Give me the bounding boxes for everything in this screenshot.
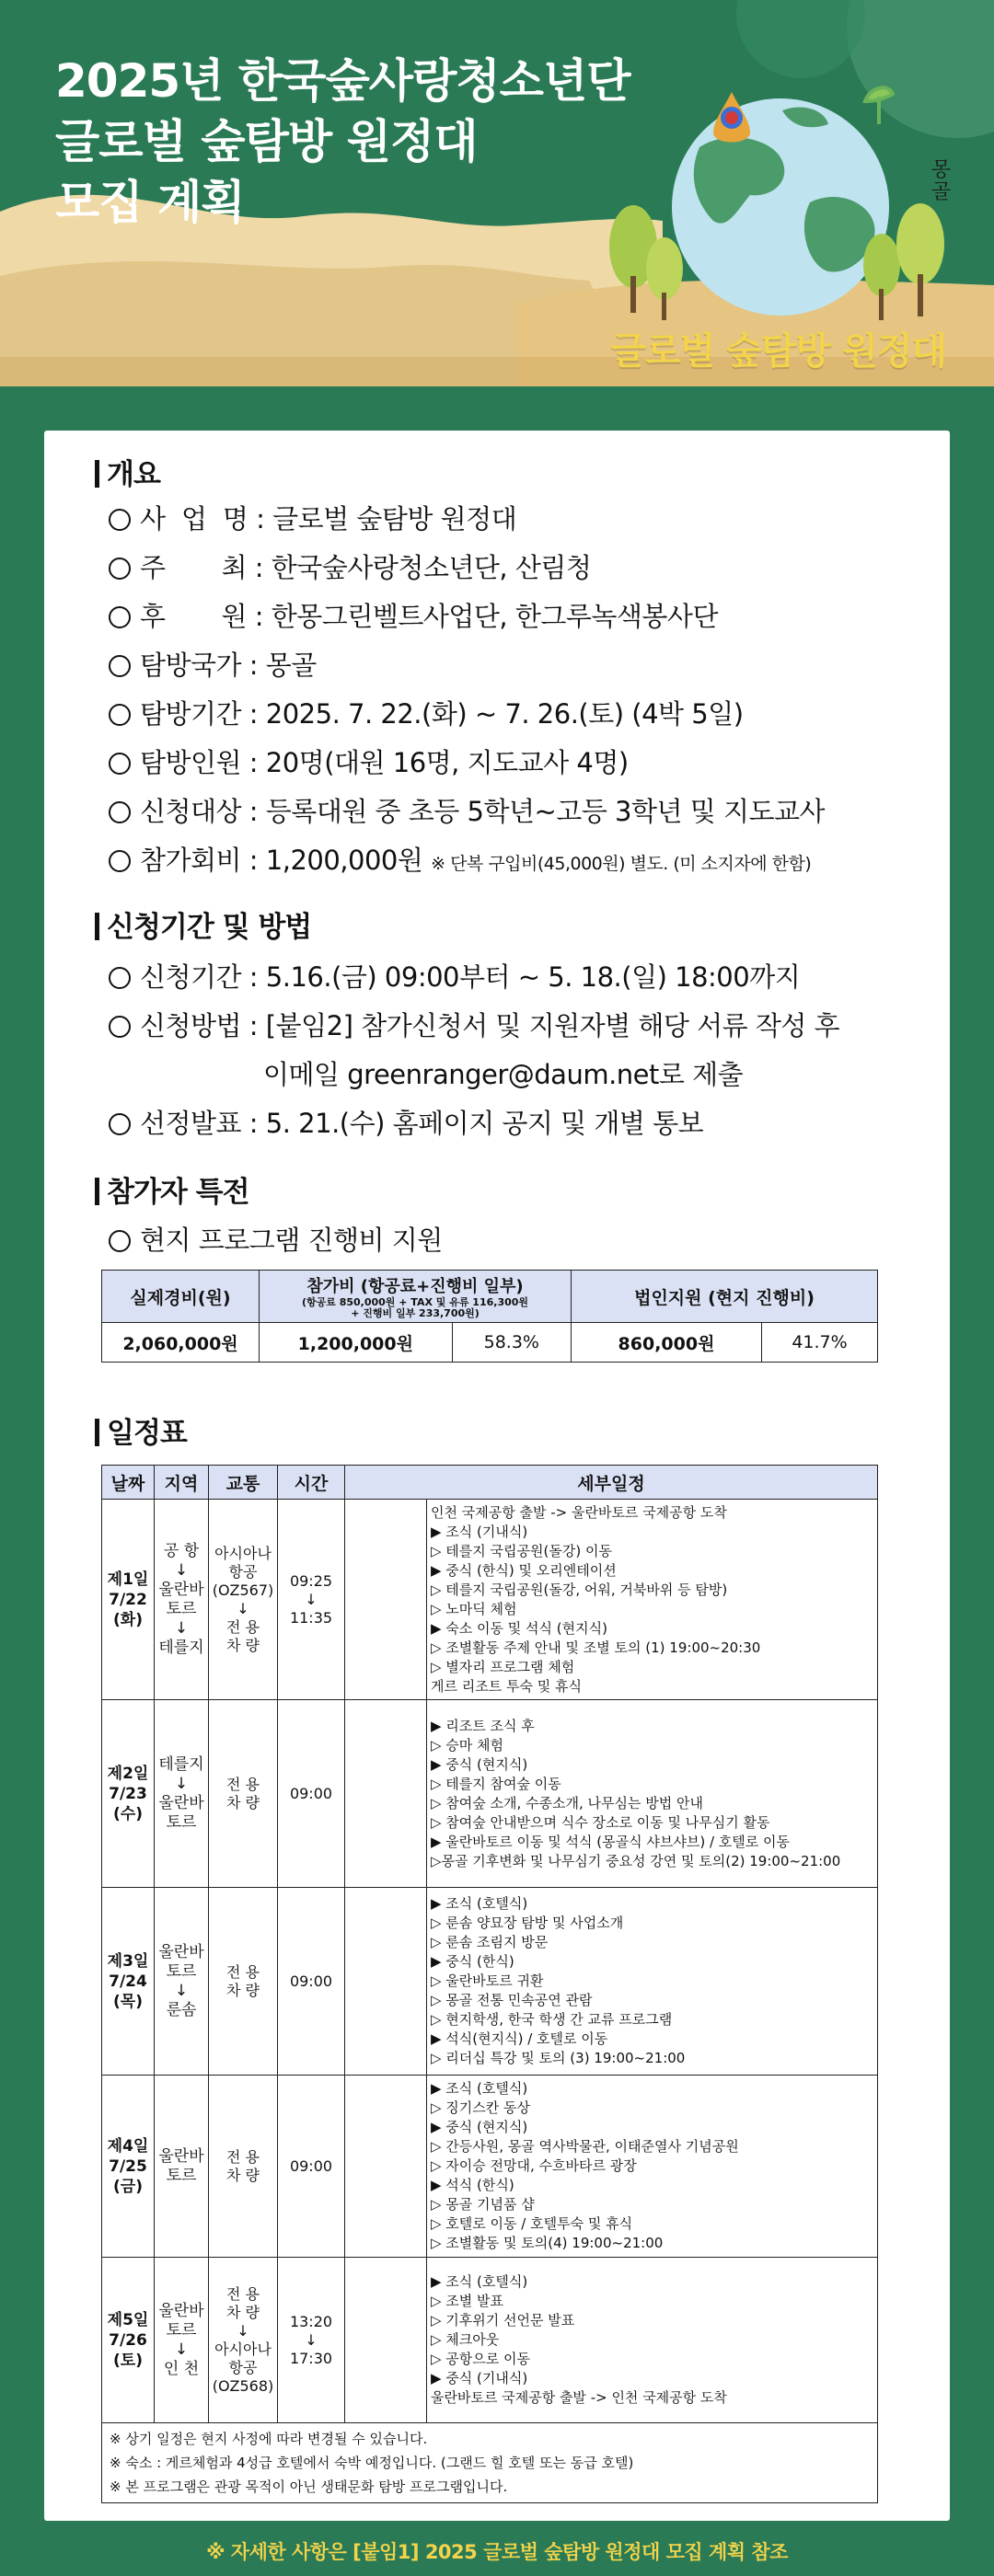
schedule-details-line: ▷ 테를지 국립공원(돌강, 어워, 거북바위 등 탐방)	[431, 1581, 728, 1598]
schedule-transport	[209, 2076, 278, 2258]
overview-heading-text: 개요	[107, 458, 160, 491]
schedule-details-line: ▷ 몽골 기념품 샵	[431, 2196, 535, 2213]
overview-heading	[95, 451, 160, 492]
schedule-table	[101, 1465, 878, 2503]
schedule-note-line: ※ 본 프로그램은 관광 목적이 아닌 생태문화 탐방 프로그램입니다.	[110, 2478, 508, 2495]
schedule-day-row	[102, 2076, 878, 2258]
schedule-day	[102, 1500, 155, 1700]
schedule-details-line: ▷ 조별 발표	[431, 2293, 504, 2309]
schedule-heading-text: 일정표	[107, 1417, 187, 1450]
apply-row-period: 신청기간 : 5.16.(금) 09:00부터 ~ 5. 18.(일) 18:00까지	[109, 957, 800, 995]
cost-table	[101, 1270, 878, 1363]
schedule-day-line: (화)	[113, 1610, 143, 1629]
hero-banner	[0, 0, 994, 386]
schedule-transport	[209, 1500, 278, 1700]
row-label: 신청기간	[140, 961, 242, 993]
schedule-day	[102, 2258, 155, 2423]
schedule-time-line: 17:30	[289, 2349, 333, 2367]
bullet-circle-icon	[109, 704, 131, 726]
schedule-details-line: ▶ 조식 (기내식)	[431, 1523, 528, 1540]
hero-title-line-1: 2025년 한국숲사랑청소년단	[55, 54, 630, 108]
schedule-time-line: 09:25	[289, 1571, 333, 1590]
row-value: 1,200,000원	[265, 845, 423, 876]
schedule-time	[278, 1700, 345, 1888]
schedule-day-line: 제2일	[107, 1764, 149, 1783]
overview-row-members: 탐방인원 : 20명(대원 16명, 지도교사 4명)	[109, 742, 629, 780]
schedule-day-line: 제1일	[107, 1570, 149, 1589]
row-label: 탐방국가	[140, 650, 242, 681]
schedule-col-region: 지역	[155, 1466, 209, 1500]
schedule-region-line: ↓	[174, 1560, 189, 1580]
schedule-transport-line: 항공	[228, 1562, 258, 1581]
cost-table-row	[102, 1323, 878, 1363]
schedule-time-line: 09:00	[289, 1784, 333, 1802]
overview-row-target: 신청대상 : 등록대원 중 초등 5학년~고등 3학년 및 지도교사	[109, 791, 825, 829]
schedule-note-line: ※ 상기 일정은 현지 사정에 따라 변경될 수 있습니다.	[110, 2431, 428, 2447]
hero-title	[55, 51, 630, 233]
schedule-details-line: ▶ 중식 (한식)	[431, 1953, 514, 1970]
row-value: [붙임2] 참가신청서 및 지원자별 해당 서류 작성 후	[265, 1010, 840, 1041]
schedule-day-line: (수)	[113, 1804, 143, 1823]
schedule-details-line: ▷ 참여숲 소개, 수종소개, 나무심는 방법 안내	[431, 1794, 704, 1811]
schedule-region-line: ↓	[174, 1618, 189, 1638]
cost-support-percent: 41.7%	[762, 1323, 878, 1363]
schedule-details-line: ▷ 별자리 프로그램 체험	[431, 1658, 575, 1675]
schedule-transport-line: 아시아나	[214, 2340, 272, 2358]
hero-title-line-2: 글로벌 숲탐방 원정대	[55, 115, 478, 168]
schedule-details-line: ▶ 석식 (한식)	[431, 2177, 514, 2193]
schedule-details	[427, 1888, 878, 2076]
schedule-transport-line: 전 용	[226, 2147, 260, 2166]
schedule-details-line: ▶ 중식 (현지식)	[431, 2119, 528, 2135]
benefit-heading-text: 참가자 특전	[107, 1176, 249, 1209]
schedule-col-time: 시간	[278, 1466, 345, 1500]
schedule-details-line: ▶ 석식(현지식) / 호텔로 이동	[431, 2030, 608, 2047]
row-label: 탐방인원	[140, 747, 242, 778]
schedule-day-line: 제5일	[107, 2310, 149, 2329]
row-label: 후 원	[140, 601, 248, 632]
cost-actual-value: 2,060,000원	[102, 1323, 260, 1363]
schedule-transport-line: 전 용	[226, 2284, 260, 2303]
schedule-region	[155, 1500, 209, 1700]
overview-row-fee: 참가회비 : 1,200,000원 ※ 단복 구입비(45,000원) 별도. (미 소지자에 한함)	[109, 840, 811, 878]
row-value: 글로벌 숲탐방 원정대	[272, 503, 517, 535]
schedule-col-details: 세부일정	[345, 1466, 878, 1500]
schedule-details-line: ▶ 중식 (기내식)	[431, 2370, 528, 2386]
cost-header-fee-sub2: + 진행비 일부 233,700원)	[351, 1307, 480, 1319]
content-card	[44, 431, 950, 2521]
schedule-body	[102, 1500, 878, 2423]
schedule-day-line: (목)	[113, 1992, 143, 2011]
schedule-details	[427, 2258, 878, 2423]
schedule-details-line: ▷몽골 기후변화 및 나무심기 중요성 강연 및 토의(2) 19:00~21:00	[431, 1852, 841, 1869]
schedule-region-line: ↓	[174, 1774, 189, 1793]
hero-subtitle: 글로벌 숲탐방 원정대	[610, 330, 946, 373]
schedule-col-date: 날짜	[102, 1466, 155, 1500]
cost-fee-value: 1,200,000원	[260, 1323, 453, 1363]
schedule-transport-line: 전 용	[226, 1962, 260, 1981]
schedule-region-line: 울란바	[158, 1793, 204, 1812]
cost-header-fee-title: 참가비 (항공료+진행비 일부)	[306, 1277, 524, 1296]
apply-row-method: 신청방법 : [붙임2] 참가신청서 및 지원자별 해당 서류 작성 후	[109, 1006, 839, 1043]
schedule-time-line: 09:00	[289, 1972, 333, 1990]
apply-heading	[95, 903, 311, 945]
schedule-transport-line: 차 량	[226, 1793, 260, 1811]
schedule-region	[155, 2076, 209, 2258]
bullet-circle-icon	[109, 753, 131, 775]
schedule-region-line: 토르	[166, 1599, 197, 1618]
schedule-transport-line: (OZ567)	[212, 1581, 274, 1599]
schedule-details-line: ▷ 리더십 특강 및 토의 (3) 19:00~21:00	[431, 2050, 686, 2066]
schedule-time-line: 11:35	[289, 1608, 333, 1627]
schedule-region-line: ↓	[174, 1981, 189, 2000]
schedule-spacer	[345, 1888, 427, 2076]
cost-header-fee	[260, 1271, 572, 1323]
schedule-day	[102, 1888, 155, 2076]
bullet-circle-icon	[109, 509, 131, 531]
schedule-details-line: ▷ 자이승 전망대, 수흐바타르 광장	[431, 2157, 637, 2174]
schedule-transport-line: 전 용	[226, 1617, 260, 1636]
bullet-circle-icon	[109, 558, 131, 580]
schedule-details-line: ▷ 참여숲 안내받으며 식수 장소로 이동 및 나무심기 활동	[431, 1813, 770, 1831]
cost-fee-percent: 58.3%	[452, 1323, 571, 1363]
schedule-transport-line: (OZ568)	[212, 2376, 274, 2395]
schedule-region	[155, 1888, 209, 2076]
overview-row-business: 사 업 명 : 글로벌 숲탐방 원정대	[109, 499, 516, 536]
bullet-circle-icon	[109, 606, 131, 628]
schedule-day-line: 제3일	[107, 1951, 149, 1971]
schedule-day-line: 7/25	[109, 2156, 147, 2176]
schedule-day-row	[102, 2258, 878, 2423]
schedule-transport-line: 차 량	[226, 1981, 260, 1999]
schedule-details-line: ▷ 간등사원, 몽골 역사박물관, 이태준열사 기념공원	[431, 2138, 739, 2155]
schedule-time	[278, 1888, 345, 2076]
schedule-details-line: 게르 리조트 투숙 및 휴식	[431, 1677, 582, 1695]
schedule-region-line: 공 항	[163, 1541, 200, 1560]
row-label: 신청대상	[140, 796, 242, 827]
schedule-region-line: 룬솜	[166, 2000, 197, 2019]
schedule-details-line: ▶ 울란바토르 이동 및 석식 (몽골식 샤브샤브) / 호텔로 이동	[431, 1833, 790, 1850]
cost-header-support: 법인지원 (현지 진행비)	[572, 1271, 878, 1323]
apply-heading-text: 신청기간 및 방법	[107, 911, 312, 944]
schedule-transport-line: 아시아나	[214, 1544, 272, 1562]
bullet-circle-icon	[109, 801, 131, 823]
overview-row-sponsor: 후 원 : 한몽그린벨트사업단, 한그루녹색봉사단	[109, 596, 718, 634]
schedule-time	[278, 2258, 345, 2423]
hero-vertical-label: 몽골	[928, 158, 951, 202]
schedule-transport-line: 차 량	[226, 1636, 260, 1654]
schedule-header-row	[102, 1466, 878, 1500]
schedule-time	[278, 2076, 345, 2258]
schedule-details-line: ▶ 조식 (호텔식)	[431, 2080, 528, 2097]
schedule-spacer	[345, 2258, 427, 2423]
schedule-details-line: ▶ 리조트 조식 후	[431, 1717, 535, 1734]
schedule-details-line: ▶ 조식 (호텔식)	[431, 1895, 528, 1912]
schedule-details-line: ▶ 중식 (한식) 및 오리엔테이션	[431, 1561, 617, 1579]
schedule-spacer	[345, 2076, 427, 2258]
schedule-details-line: ▷ 울란바토르 귀환	[431, 1972, 544, 1989]
row-value: 한국숲사랑청소년단, 산림청	[271, 552, 592, 583]
row-value: 20명(대원 16명, 지도교사 4명)	[265, 747, 629, 778]
overview-row-country: 탐방국가 : 몽골	[109, 645, 317, 683]
bullet-circle-icon	[109, 1016, 131, 1038]
schedule-day-row	[102, 1888, 878, 2076]
apply-row-method-line2: 이메일 greenranger@daum.net로 제출	[263, 1059, 744, 1090]
schedule-day-line: 7/22	[109, 1590, 147, 1609]
schedule-details-line: ▷ 징기스칸 동상	[431, 2099, 531, 2116]
schedule-day	[102, 2076, 155, 2258]
schedule-details-line: ▷ 공항으로 이동	[431, 2351, 531, 2367]
schedule-region-line: 울란바	[158, 2146, 204, 2166]
schedule-note-line: ※ 숙소 : 게르체험과 4성급 호텔에서 숙박 예정입니다. (그랜드 힐 호텔 또는 동급 호텔)	[110, 2455, 634, 2471]
schedule-day-line: 제4일	[107, 2136, 149, 2156]
schedule-region-line: 울란바	[158, 1942, 204, 1961]
schedule-details-line: ▶ 중식 (현지식)	[431, 1755, 528, 1773]
schedule-transport-line: 전 용	[226, 1775, 260, 1793]
schedule-details-line: ▷ 테를지 국립공원(돌강) 이동	[431, 1542, 612, 1559]
bullet-circle-icon	[109, 967, 131, 989]
bullet-circle-icon	[109, 655, 131, 677]
schedule-day-line: (금)	[113, 2177, 143, 2196]
schedule-details-line: ▶ 조식 (호텔식)	[431, 2273, 528, 2290]
schedule-time-line: 09:00	[289, 2156, 333, 2175]
footer-note: ※ 자세한 사항은 [붙임1] 2025 글로벌 숲탐방 원정대 모집 계획 참조	[206, 2541, 788, 2563]
schedule-details-line: ▷ 룬솜 양묘장 탐방 및 사업소개	[431, 1915, 624, 1931]
schedule-region-line: 토르	[166, 1812, 197, 1832]
overview-row-period: 탐방기간 : 2025. 7. 22.(화) ~ 7. 26.(토) (4박 5일)	[109, 694, 744, 731]
row-value: 5.16.(금) 09:00부터 ~ 5. 18.(일) 18:00까지	[265, 961, 801, 993]
overview-row-host: 주 최 : 한국숲사랑청소년단, 산림청	[109, 547, 591, 585]
schedule-details-line: ▶ 숙소 이동 및 석식 (현지식)	[431, 1619, 607, 1637]
schedule-transport-line: ↓	[237, 1599, 249, 1617]
row-label: 탐방기간	[140, 698, 242, 730]
schedule-notes-row	[102, 2423, 878, 2503]
schedule-details-line: ▷ 테를지 참여숲 이동	[431, 1775, 561, 1792]
schedule-details-line: ▷ 체크아웃	[431, 2331, 500, 2348]
schedule-transport	[209, 1700, 278, 1888]
schedule-transport-line: 차 량	[226, 2303, 260, 2321]
schedule-region-line: 테를지	[158, 1754, 204, 1774]
schedule-details-line: ▷ 호텔로 이동 / 호텔투숙 및 휴식	[431, 2215, 633, 2232]
schedule-time-line: 13:20	[289, 2312, 333, 2330]
cost-header-fee-sub1: (항공료 850,000원 + TAX 및 유류 116,300원	[301, 1296, 529, 1308]
schedule-transport-line: ↓	[237, 2321, 249, 2340]
schedule-region	[155, 2258, 209, 2423]
row-value: 등록대원 중 초등 5학년~고등 3학년 및 지도교사	[265, 796, 826, 827]
schedule-details-line: ▷ 조별활동 및 토의(4) 19:00~21:00	[431, 2235, 664, 2251]
schedule-region-line: ↓	[174, 2340, 189, 2359]
schedule-day-line: 7/23	[109, 1784, 147, 1803]
schedule-time-line: ↓	[305, 2330, 318, 2349]
row-label: 선정발표	[140, 1108, 242, 1139]
row-label: 사 업 명	[140, 503, 248, 535]
schedule-day	[102, 1700, 155, 1888]
schedule-region-line: 울란바	[158, 1580, 204, 1599]
row-value: 몽골	[265, 650, 317, 681]
schedule-transport	[209, 1888, 278, 2076]
schedule-details-line: ▷ 몽골 전통 민속공연 관람	[431, 1992, 593, 2008]
schedule-day-line: (토)	[113, 2351, 143, 2370]
schedule-region-line: 토르	[166, 1961, 197, 1981]
schedule-spacer	[345, 1700, 427, 1888]
schedule-region-line: 토르	[166, 2320, 197, 2340]
schedule-details-line: ▷ 룬솜 조림지 방문	[431, 1934, 549, 1950]
row-value: 한몽그린벨트사업단, 한그루녹색봉사단	[271, 601, 718, 632]
schedule-details	[427, 2076, 878, 2258]
schedule-region-line: 토르	[166, 2166, 197, 2185]
row-value: 2025. 7. 22.(화) ~ 7. 26.(토) (4박 5일)	[265, 698, 744, 730]
schedule-day-line: 7/26	[109, 2330, 147, 2350]
benefit-heading	[95, 1168, 249, 1210]
schedule-day-row	[102, 1500, 878, 1700]
hero-title-line-3: 모집 계획	[55, 176, 245, 229]
cost-table-header	[102, 1271, 878, 1323]
schedule-region	[155, 1700, 209, 1888]
apply-row-announce: 선정발표 : 5. 21.(수) 홈페이지 공지 및 개별 통보	[109, 1103, 703, 1141]
schedule-details-line: 울란바토르 국제공항 출발 -> 인천 국제공항 도착	[431, 2389, 727, 2406]
row-label: 참가회비	[140, 845, 242, 876]
fee-note: ※ 단복 구입비(45,000원) 별도. (미 소지자에 한함)	[431, 854, 812, 874]
schedule-details	[427, 1500, 878, 1700]
schedule-spacer	[345, 1500, 427, 1700]
schedule-details-line: ▷ 기후위기 선언문 발표	[431, 2312, 575, 2329]
schedule-region-line: 인 천	[163, 2359, 200, 2378]
bullet-circle-icon	[109, 1230, 131, 1252]
schedule-time-line: ↓	[305, 1590, 318, 1608]
row-value: 5. 21.(수) 홈페이지 공지 및 개별 통보	[265, 1108, 704, 1139]
schedule-details-line: ▷ 승마 체험	[431, 1736, 504, 1754]
schedule-details-line: ▷ 노마딕 체험	[431, 1600, 517, 1617]
schedule-details-line: ▷ 현지학생, 한국 학생 간 교류 프로그램	[431, 2011, 673, 2028]
schedule-details	[427, 1700, 878, 1888]
cost-header-actual: 실제경비(원)	[102, 1271, 260, 1323]
bullet-circle-icon	[109, 850, 131, 872]
schedule-time	[278, 1500, 345, 1700]
schedule-details-line: ▷ 조별활동 주제 안내 및 조별 토의 (1) 19:00~20:30	[431, 1639, 761, 1656]
cost-support-value: 860,000원	[572, 1323, 762, 1363]
row-label: 주 최	[140, 552, 248, 583]
schedule-transport-line: 차 량	[226, 2166, 260, 2184]
schedule-region-line: 테를지	[158, 1638, 204, 1657]
schedule-day-row	[102, 1700, 878, 1888]
schedule-notes	[102, 2423, 878, 2503]
schedule-heading	[95, 1409, 187, 1451]
schedule-region-line: 울란바	[158, 2301, 204, 2320]
schedule-transport	[209, 2258, 278, 2423]
benefit-item	[109, 1220, 443, 1258]
bullet-circle-icon	[109, 1113, 131, 1135]
schedule-col-transport: 교통	[209, 1466, 278, 1500]
schedule-details-line: 인천 국제공항 출발 -> 울란바토르 국제공항 도착	[431, 1503, 727, 1521]
benefit-item-text: 현지 프로그램 진행비 지원	[140, 1225, 443, 1256]
row-label: 신청방법	[140, 1010, 242, 1041]
schedule-transport-line: 항공	[228, 2358, 258, 2376]
schedule-day-line: 7/24	[109, 1972, 147, 1991]
